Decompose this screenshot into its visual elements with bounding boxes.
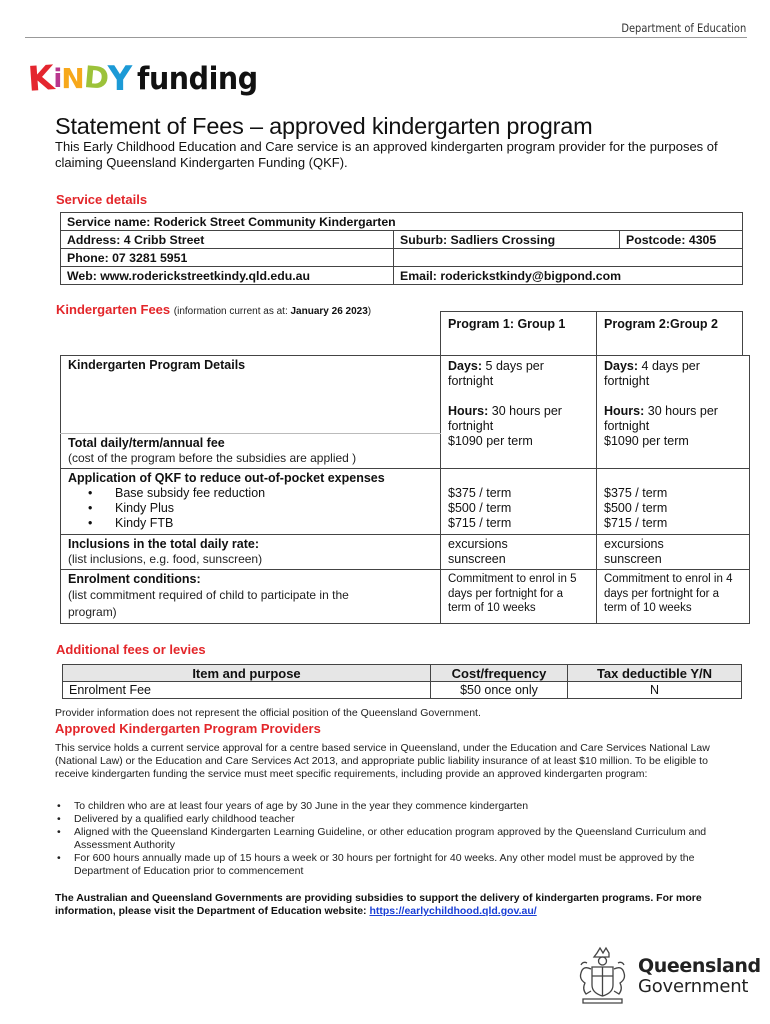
service-name: Service name: Roderick Street Community Kindergarten [61, 213, 743, 231]
program-1-days: Days: 5 days per fortnight [448, 359, 544, 388]
list-item: • To children who are at least four years of age by 30 June in the year they commence kindergarten [55, 800, 735, 813]
fee-cost: $50 once only [431, 682, 568, 699]
inclusions-label: Inclusions in the total daily rate: (list inclusions, e.g. food, sunscreen) [61, 535, 441, 570]
program-2-total-fee: $1090 per term [604, 434, 689, 448]
program-2-details [597, 356, 750, 469]
service-suburb: Suburb: Sadliers Crossing [394, 231, 620, 249]
kindergarten-fees-heading [56, 302, 371, 317]
additional-fees-table [62, 664, 742, 699]
logo-letter-k: K [26, 58, 55, 100]
qkf-label: Application of QKF to reduce out-of-pocket expenses • Base subsidy fee reduction • Kindy Plus • Kindy FTB [61, 469, 441, 535]
service-web: Web: www.roderickstreetkindy.qld.edu.au [61, 267, 394, 285]
disclaimer-text: Provider information does not represent the official position of the Queensland Government. [55, 707, 481, 719]
approved-requirements-list [55, 800, 735, 878]
approved-providers-text: This service holds a current service approval for a centre based service in Queensland, under the Education and Care Services National Law (National Law) or the Education and Care Services Act 2013, and appropriate public liability insurance of at least $10 million. To be eligible to receive kindergarten funding the service must meet specific requirements, including provide an approved kindergarten program: [55, 742, 710, 780]
program-2-qkf: $375 / term $500 / term $715 / term [597, 469, 750, 535]
service-email: Email: roderickstkindy@bigpond.com [394, 267, 743, 285]
program-2-days: Days: 4 days per fortnight [604, 359, 700, 388]
logo-letter-y: Y [107, 59, 132, 99]
fees-info-note-end: ) [367, 306, 372, 317]
list-item: • Delivered by a qualified early childhood teacher [55, 813, 735, 826]
intro-paragraph: This Early Childhood Education and Care service is an approved kindergarten program provider for the purposes of claiming Queensland Kindergarten Funding (QKF). [55, 139, 718, 170]
logo-letter-n: N [61, 62, 84, 95]
logo-letter-d: D [82, 60, 110, 97]
footer-note-text: The Australian and Queensland Governments are providing subsidies to support the delivery of kindergarten programs. For more information, please visit the Department of Education website: [55, 892, 702, 917]
service-details-heading: Service details [56, 192, 148, 207]
enrolment-row [61, 570, 750, 624]
list-item: • For 600 hours annually made up of 15 hours a week or 30 hours per fortnight for 40 weeks. Any other model must be approved by the Department of Education prior to commencement [55, 852, 735, 878]
logo-letter-i: i [53, 64, 62, 94]
logo-funding-word: funding [137, 61, 258, 97]
inclusions-row [61, 535, 750, 570]
col-item-and-purpose: Item and purpose [63, 665, 431, 682]
service-empty-cell [394, 249, 743, 267]
queensland-government-logo [575, 945, 761, 1007]
program-2-header: Program 2:Group 2 [604, 317, 718, 331]
fees-info-date: January 26 2023 [290, 306, 368, 317]
program-1-header: Program 1: Group 1 [441, 312, 597, 355]
service-details-table [60, 212, 743, 285]
program-2-enrolment: Commitment to enrol in 4 days per fortnight for a term of 10 weeks [597, 570, 750, 624]
fees-info-note: (information current as at: [173, 306, 291, 317]
list-item: • Aligned with the Queensland Kindergarten Learning Guideline, or other education program approved by the Queensland Curriculum and Assessment Authority [55, 826, 735, 852]
program-1-total-fee: $1090 per term [448, 434, 533, 448]
qld-wordmark: Queensland Government [638, 954, 761, 997]
kindergarten-fees-table [60, 355, 750, 624]
qkf-item-kindy-ftb: • Kindy FTB [88, 516, 433, 531]
kindergarten-fees-title: Kindergarten Fees [56, 302, 171, 317]
early-childhood-link[interactable]: https://earlychildhood.qld.gov.au/ [369, 905, 537, 917]
program-1-qkf: $375 / term $500 / term $715 / term [441, 469, 597, 535]
footer-note [55, 892, 735, 918]
service-address: Address: 4 Cribb Street [61, 231, 394, 249]
qkf-subsidy-list [88, 486, 433, 531]
program-details-row [61, 356, 750, 434]
program-1-inclusions: excursions sunscreen [441, 535, 597, 570]
program-details-label: Kindergarten Program Details [61, 356, 441, 434]
fee-item: Enrolment Fee [63, 682, 431, 699]
page-title: Statement of Fees – approved kindergarten program [55, 113, 593, 139]
program-1-details [441, 356, 597, 469]
qkf-row [61, 469, 750, 535]
service-phone: Phone: 07 3281 5951 [61, 249, 394, 267]
department-label: Department of Education [621, 21, 746, 35]
additional-fees-header-row [63, 665, 742, 682]
col-cost-frequency: Cost/frequency [431, 665, 568, 682]
total-fee-label: Total daily/term/annual fee (cost of the program before the subsidies are applied ) [61, 434, 441, 469]
program-2-hours: Hours: 30 hours per fortnight [604, 404, 718, 433]
program-1-enrolment: Commitment to enrol in 5 days per fortnight for a term of 10 weeks [441, 570, 597, 624]
approved-providers-heading: Approved Kindergarten Program Providers [55, 721, 321, 736]
queensland-crest-icon [575, 945, 630, 1007]
program-1-hours: Hours: 30 hours per fortnight [448, 404, 562, 433]
table-row [63, 682, 742, 699]
kindy-funding-logo [26, 56, 268, 100]
kindy-wordmark [26, 58, 132, 100]
col-tax-deductible: Tax deductible Y/N [568, 665, 742, 682]
program-header-row [440, 311, 743, 355]
fee-tax-deductible: N [568, 682, 742, 699]
enrolment-label: Enrolment conditions: (list commitment required of child to participate in the program) [61, 570, 441, 624]
service-postcode: Postcode: 4305 [620, 231, 743, 249]
qkf-item-base: • Base subsidy fee reduction [88, 486, 433, 501]
program-2-inclusions: excursions sunscreen [597, 535, 750, 570]
qkf-item-kindy-plus: • Kindy Plus [88, 501, 433, 516]
additional-fees-heading: Additional fees or levies [56, 642, 206, 657]
header-divider [25, 37, 747, 38]
